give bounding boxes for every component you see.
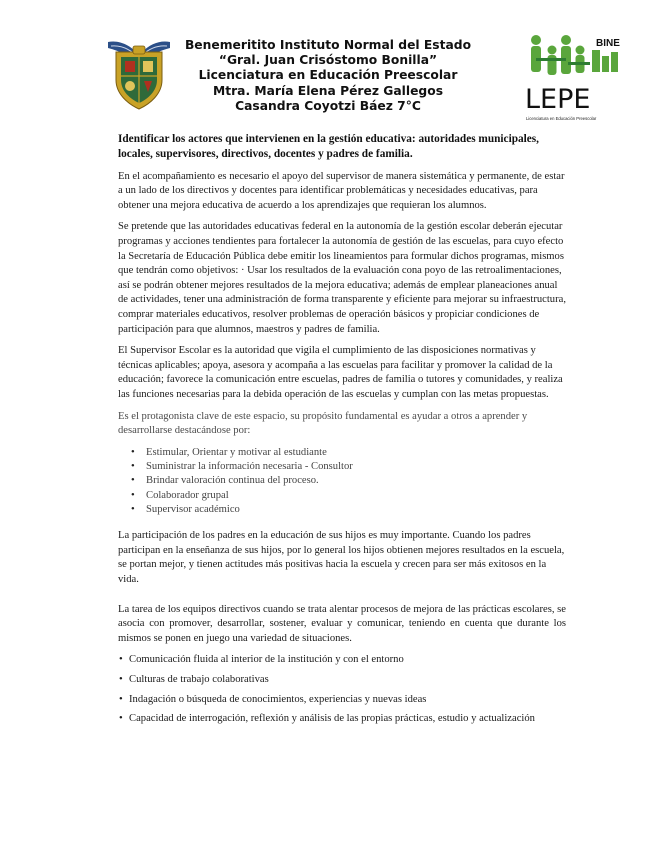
lepe-logo: [524, 28, 626, 126]
document-header: [0, 0, 655, 125]
teacher-name: Mtra. María Elena Pérez Gallegos: [212, 83, 444, 98]
list-item: • Capacidad de interrogación, reflexión y análisis de las propias prácticas, estudio y actualización: [119, 712, 566, 726]
lepe-text: LEPE: [525, 84, 591, 115]
paragraph-directivos: La tarea de los equipos directivos cuando se trata alentar procesos de mejora de las prácticas escolares, se asocia con promover, desarrollar, sostener, evaluar y comunicar, teniendo en cuenta que durante los mismos se ponen en juego una variedad de situaciones.: [118, 603, 566, 644]
list-item: • Supervisor académico: [131, 503, 566, 517]
list-item: • Colaborador grupal: [131, 489, 566, 503]
directivos-situations-list: [118, 653, 566, 726]
document-title: Identificar los actores que intervienen en la gestión educativa: autoridades municipales, locales, supervisores, directivos, docentes y padres de familia.: [118, 133, 540, 161]
bine-text: BINE: [596, 38, 620, 49]
spacer: [118, 595, 566, 603]
list-item: • Culturas de trabajo colaborativas: [119, 673, 566, 687]
list-item: • Indagación o búsqueda de conocimientos, experiencias y nuevas ideas: [119, 693, 566, 707]
paragraph-protagonista: Es el protagonista clave de este espacio, su propósito fundamental es ayudar a otros a aprender y desarrollarse destacándose por:: [118, 410, 528, 437]
list-item: • Comunicación fluida al interior de la institución y con el entorno: [119, 653, 566, 667]
list-item: • Brindar valoración continua del proceso.: [131, 474, 566, 488]
paragraph-supervisor: El Supervisor Escolar es la autoridad que vigila el cumplimiento de las disposiciones normativas y técnicas aplicables; apoya, asesora y acompaña a las escuelas para facilitar y promover la calidad de la educación; favorece la comunicación entre escuelas, padres de familia o tutores y comunidades, y realiza las funciones necesarias para la debida operación de las escuelas y cumplan con las metas propuestas.: [118, 345, 563, 400]
paragraph-acompanamiento: En el acompañamiento es necesario el apoyo del supervisor de manera sistemática y permanente, de estar a un lado de los directivos y docentes para identificar problemáticas y necesidades educativas, para obtener una mejora educativa de acuerdo a los aprendizajes que requieran los alumnos.: [118, 170, 565, 211]
list-item: • Suministrar la información necesaria - Consultor: [131, 460, 566, 474]
lepe-subtitle: Licenciatura en Educación Preescolar: [526, 116, 597, 121]
student-name: Casandra Coyotzi Báez 7°C: [235, 98, 421, 113]
list-item: • Estimular, Orientar y motivar al estudiante: [131, 446, 566, 460]
degree-program: Licenciatura en Educación Preescolar: [198, 68, 458, 83]
institute-honoree: “Gral. Juan Crisóstomo Bonilla”: [218, 53, 438, 68]
institute-name: Benemeritito Instituto Normal del Estado: [184, 38, 472, 52]
supervisor-roles-list: [118, 446, 566, 517]
document-body: [118, 132, 566, 732]
paragraph-padres: La participación de los padres en la educación de sus hijos es muy importante. Cuando los padres participan en la enseñanza de sus hijos, por lo general los hijos obtienen mejores resultados en la escuela, se portan mejor, y tienen actitudes más positivas hacia la escuela y crecen para ser más exitosos en la vida.: [118, 530, 565, 585]
institute-crest-logo: [106, 36, 172, 110]
paragraph-autoridades: Se pretende que las autoridades educativas federal en la autonomía de la gestión escolar deberán ejecutar programas y acciones tendientes para fortalecer la autonomía de gestión de las escuelas, para cuyo efecto la Secretaría de Educación Pública debe emitir los lineamientos para formular dichos programas, mismos que tendrán como objetivos: · Usar los resultados de la evaluación cona poyo de las retroalimentaciones, así se podrán obtener mejores resultados de la mejora educativa; además de emplear planeaciones anual de actividades, tener una administración de forma transparente y eficiente para mejorar su infraestructura, comprar materiales educativos, resolver problemas de operación básicos y propiciar condiciones de participación para que alumnos, maestros y padres de familia.: [118, 221, 566, 335]
header-text-block: [172, 38, 484, 114]
